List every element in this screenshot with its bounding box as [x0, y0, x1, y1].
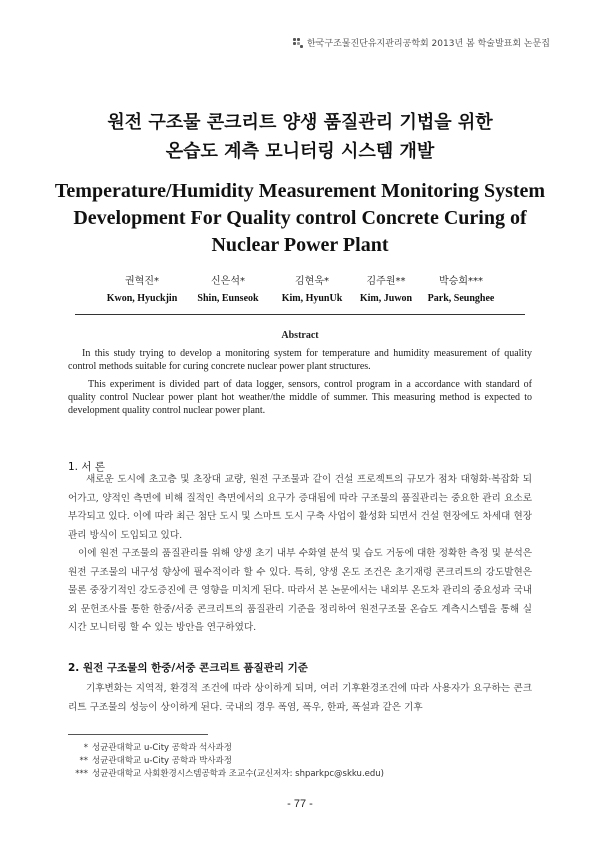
- section-2-heading: 2. 원전 구조물의 한중/서중 콘크리트 품질관리 기준: [68, 662, 308, 674]
- author-name-korean: 신은석*: [211, 276, 245, 287]
- title-divider: [75, 314, 525, 315]
- author-name-english: Shin, Eunseok: [197, 293, 259, 304]
- abstract-heading: Abstract: [281, 330, 319, 341]
- footnote-1: [70, 742, 384, 755]
- footnote-text: 성균관대학교 u-City 공학과 석사과정: [92, 743, 232, 753]
- title-english-line1: Temperature/Humidity Measurement Monitoring System: [54, 180, 546, 202]
- author-name-english: Kwon, Hyuckjin: [106, 293, 178, 304]
- author-name-english: Park, Seunghee: [427, 293, 495, 304]
- footnote-mark: **: [79, 756, 88, 766]
- page-number: - 77 -: [287, 798, 313, 810]
- author-name-korean: 권혁진*: [125, 276, 159, 287]
- abstract-paragraph-1: In this study trying to develop a monitoring system for temperature and humidity measurement of quality control methods suitable for curing concrete nuclear power plant structures.: [68, 348, 532, 372]
- footnote-mark: *: [83, 743, 88, 753]
- author-name-english: Kim, Juwon: [359, 293, 413, 304]
- title-english-line2: Development For Quality control Concrete Curing of: [73, 207, 527, 229]
- journal-logo-icon: [293, 38, 303, 48]
- author-5: [416, 272, 506, 304]
- footnote-text: 성균관대학교 u-City 공학과 박사과정: [92, 756, 232, 766]
- journal-name: 한국구조물진단유지관리공학회 2013년 봄 학술발표회 논문집: [306, 39, 550, 49]
- author-2: [188, 272, 268, 304]
- footnote-3: [70, 768, 384, 781]
- section-1-paragraph-2: 이에 원전 구조물의 품질관리를 위해 양생 초기 내부 수화열 분석 및 습도 거동에 대한 정확한 측정 및 분석은 원전 구조물의 내구성 향상에 필수적이라 할 수 있다. 특히, 양생 온도 조건은 초기재령 콘크리트의 강도발현은 물론 중장기적인 강도증진에 큰 영향을 미치게 된다. 따라서 본 논문에서는 내외부 온도차 관리의 중요성과 국내외 문헌조사를 통한 한중/서중 콘크리트의 품질관리 기준을 정리하여 원전구조물 온습도 계측시스템을 통해 실시간 모니터링 할 수 있는 방안을 연구하였다.: [68, 548, 532, 633]
- author-1: [102, 272, 182, 304]
- author-3: [272, 272, 352, 304]
- author-name-english: Kim, HyunUk: [281, 293, 343, 304]
- author-name-korean: 박승희***: [439, 276, 483, 287]
- footnote-2: [70, 755, 384, 768]
- author-4: [346, 272, 426, 304]
- section-1-paragraph-1: 새로운 도시에 초고층 및 초장대 교량, 원전 구조물과 같이 건설 프로젝트의 규모가 점차 대형화·복잡화 되어가고, 양적인 측면에 비해 질적인 측면에서의 요구가 증대됨에 따라 구조물의 품질관리는 중요한 관리 요소로 부각되고 있다. 이에 따라 최근 첨단 도시 및 스마트 도시 구축 사업이 활성화 되면서 건설 현장에도 차세대 현장관리 방식이 도입되고 있다.: [68, 474, 532, 541]
- running-header: [293, 36, 550, 49]
- footnote-text: 성균관대학교 사회환경시스템공학과 조교수(교신저자: shparkpc@skku.edu): [92, 769, 384, 779]
- title-korean-line2: 온습도 계측 모니터링 시스템 개발: [165, 141, 435, 162]
- section-2-paragraph-1: 기후변화는 지역적, 환경적 조건에 따라 상이하게 되며, 여러 기후환경조건에 따라 사용자가 요구하는 콘크리트 구조물의 성능이 상이하게 된다. 국내의 경우 폭염, 폭우, 한파, 폭설과 같은 기후: [68, 683, 532, 713]
- abstract-paragraph-2: This experiment is divided part of data logger, sensors, control program in a accordance with standard of quality control Nuclear power plant hot weather/the middle of summer. This measuring method is expected to development quality control nuclear power plant.: [68, 379, 532, 416]
- footnote-divider: [68, 734, 208, 735]
- title-korean-line1: 원전 구조물 콘크리트 양생 품질관리 기법을 위한: [107, 112, 493, 133]
- author-name-korean: 김현욱*: [295, 276, 329, 287]
- author-name-korean: 김주원**: [366, 276, 406, 287]
- title-english-line3: Nuclear Power Plant: [211, 234, 389, 256]
- footnote-mark: ***: [75, 769, 88, 779]
- footnotes: [70, 742, 384, 781]
- section-1-heading: 1. 서 론: [68, 461, 105, 473]
